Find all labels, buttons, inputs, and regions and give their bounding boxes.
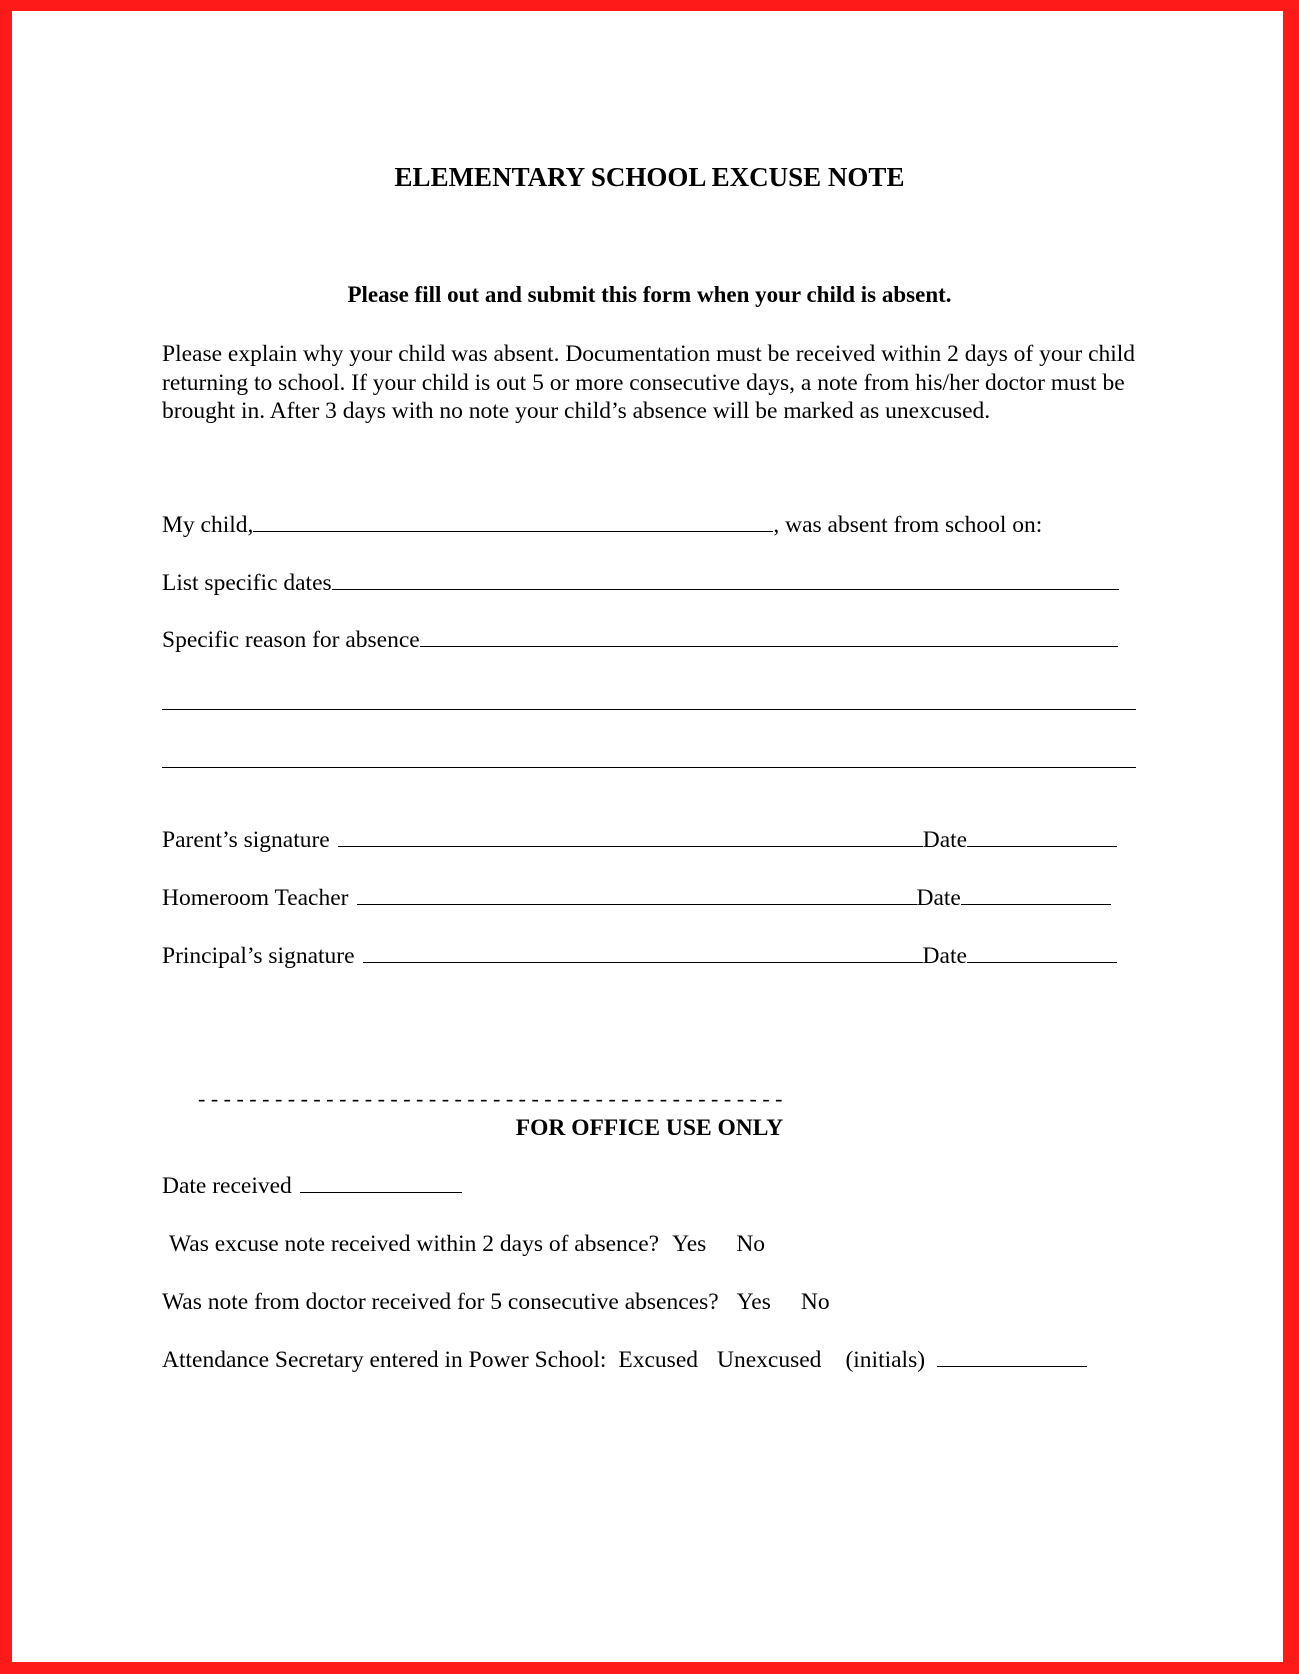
homeroom-teacher-row — [162, 887, 1111, 911]
dates-row — [162, 572, 1119, 596]
office-use-title: FOR OFFICE USE ONLY — [515, 1115, 784, 1141]
unexcused-option[interactable]: Unexcused — [717, 1347, 822, 1373]
parent-date-field[interactable] — [967, 845, 1117, 847]
reason-field-line-2[interactable] — [162, 709, 1136, 710]
date-received-label: Date received — [162, 1173, 292, 1199]
attendance-row — [162, 1349, 1087, 1373]
excused-option[interactable]: Excused — [618, 1347, 699, 1373]
homeroom-date-field[interactable] — [961, 903, 1111, 905]
homeroom-teacher-field[interactable] — [357, 903, 917, 905]
initials-field[interactable] — [937, 1365, 1087, 1367]
document-subtitle: Please fill out and submit this form when your child is absent. — [347, 282, 952, 307]
child-name-field[interactable] — [253, 530, 773, 532]
dates-label: List specific dates — [162, 570, 332, 596]
parent-signature-field[interactable] — [338, 845, 923, 847]
reason-field[interactable] — [420, 645, 1118, 647]
principal-signature-field[interactable] — [363, 961, 923, 963]
reason-row — [162, 629, 1118, 653]
principal-date-field[interactable] — [967, 961, 1117, 963]
dates-field[interactable] — [332, 588, 1119, 590]
document-title: ELEMENTARY SCHOOL EXCUSE NOTE — [394, 162, 905, 192]
child-name-suffix: , was absent from school on: — [773, 512, 1043, 538]
reason-label: Specific reason for absence — [162, 627, 420, 653]
excuse-no-option[interactable]: No — [736, 1231, 766, 1257]
excuse-question-row — [169, 1233, 765, 1257]
reason-field-line-3[interactable] — [162, 767, 1136, 768]
excuse-yes-option[interactable]: Yes — [672, 1231, 707, 1257]
principal-date-label: Date — [922, 943, 967, 969]
cut-line-separator: - - - - - - - - - - - - - - - - - - - - - - - - - - - - - - - - - - - - - - - - - - - - - - — [198, 1086, 783, 1111]
parent-signature-label: Parent’s signature — [162, 827, 330, 853]
homeroom-date-label: Date — [916, 885, 961, 911]
doctor-question-label: Was note from doctor received for 5 consecutive absences? — [162, 1289, 719, 1315]
instructions-paragraph: Please explain why your child was absent. Documentation must be received within 2 days of your child returning to school. If your child is out 5 or more consecutive days, a note from his/her doctor must be brought in. After 3 days with no note your child’s absence will be marked as unexcused. — [162, 341, 1136, 424]
principal-signature-row — [162, 945, 1117, 969]
initials-label: (initials) — [845, 1347, 926, 1373]
parent-signature-row — [162, 829, 1117, 853]
child-name-label: My child, — [162, 512, 254, 538]
date-received-field[interactable] — [300, 1191, 462, 1193]
excuse-question-label: Was excuse note received within 2 days of absence? — [169, 1231, 660, 1257]
attendance-label: Attendance Secretary entered in Power School: — [162, 1347, 607, 1373]
date-received-row — [162, 1175, 462, 1199]
doctor-yes-option[interactable]: Yes — [736, 1289, 771, 1315]
doctor-question-row — [162, 1291, 830, 1315]
parent-date-label: Date — [922, 827, 968, 853]
principal-signature-label: Principal’s signature — [162, 943, 355, 969]
homeroom-teacher-label: Homeroom Teacher — [162, 885, 349, 911]
doctor-no-option[interactable]: No — [800, 1289, 830, 1315]
child-name-row — [162, 514, 1042, 538]
